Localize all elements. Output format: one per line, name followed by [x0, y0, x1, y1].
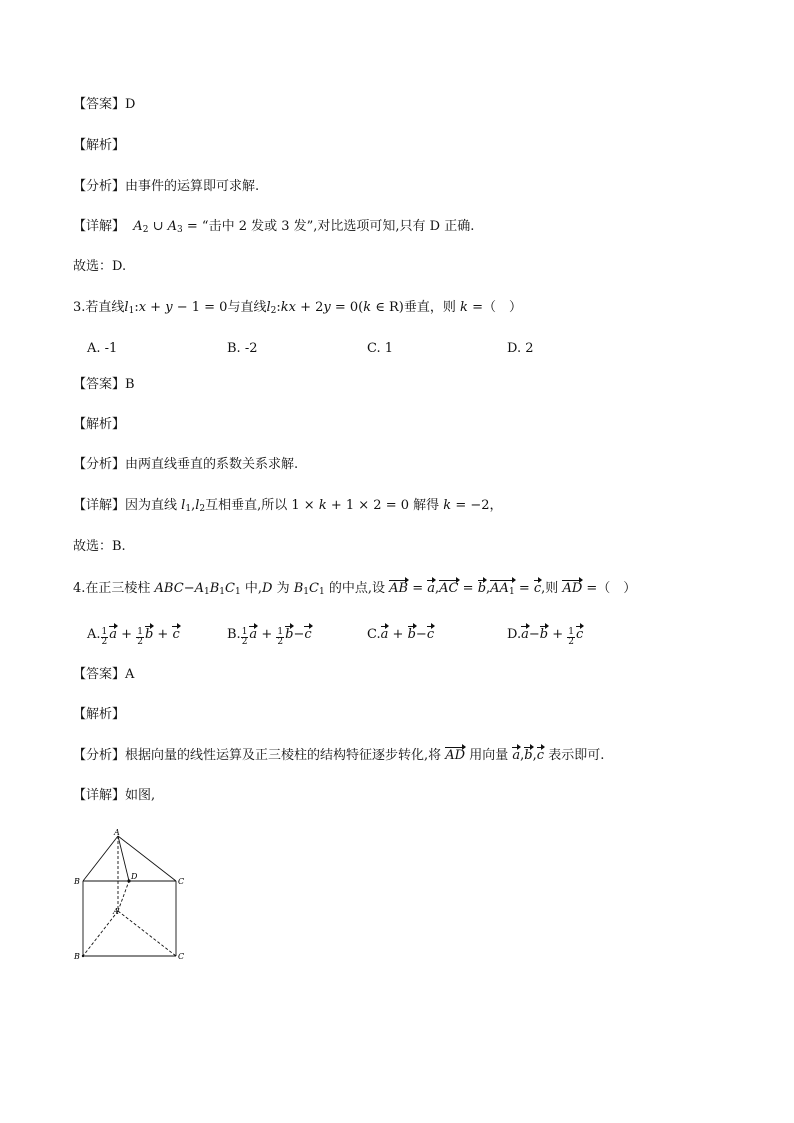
q3-detail-prefix: 【详解】因为直线: [73, 498, 178, 513]
q3-line1-formula: $l_1:x + y - 1 = 0$: [124, 300, 228, 316]
q4-stem-prefix: 4.在正三棱柱: [73, 581, 151, 596]
q3-option-a: A. -1: [87, 341, 118, 356]
q4-stem-mid1: 中,: [244, 581, 262, 596]
q3-stem: [73, 299, 522, 317]
q3-option-b: B. -2: [227, 341, 258, 356]
q3-answer: 【答案】B: [73, 377, 135, 392]
q2-answer: 【答案】D: [73, 97, 136, 112]
q4-segment: $B_1C_1$: [293, 581, 325, 597]
q4-stem-mid4: ,则: [541, 581, 559, 596]
q4-fenxi-vectors: a,b,c: [512, 748, 545, 763]
q3-detail-result: k = −2: [443, 498, 490, 513]
q4-point-d: D: [261, 581, 273, 596]
edge-hidden-left: [83, 911, 118, 956]
q4-option-d-expr: a−b + $\frac{1}{2}$ c: [521, 627, 584, 647]
label-bottom-right: C: [178, 952, 185, 961]
q4-option-b-expr: $\frac{1}{2}$ a + $\frac{1}{2}$ b−c: [241, 627, 312, 647]
q3-detail-lines: $l_1,l_2$: [181, 498, 206, 514]
label-right-mid: C: [178, 877, 185, 886]
q4-option-c-letter: C.: [367, 627, 381, 642]
q4-option-d: [507, 626, 583, 647]
label-left-mid: B: [74, 877, 80, 886]
q4-target: AD =: [562, 581, 598, 596]
q3-stem-mid1: 与直线: [227, 300, 267, 315]
q3-stem-prefix: 3.若直线: [73, 300, 125, 315]
point-b-dot: [82, 955, 84, 957]
q4-option-b-letter: B.: [227, 627, 241, 642]
q2-detail-formula: $A_2$ ∪ $A_3$ =: [129, 219, 198, 235]
q4-option-d-letter: D.: [507, 627, 522, 642]
q2-detail: [73, 218, 474, 236]
label-mid-point: D: [131, 872, 138, 881]
label-inner: A: [113, 907, 119, 916]
q4-option-c-expr: a + b−c: [380, 627, 435, 642]
q4-option-a: [87, 626, 180, 647]
q3-stem-end: （ ）: [482, 300, 522, 315]
q3-analysis-tag: 【解析】: [73, 417, 126, 432]
q3-detail: 【详解】因为直线 $l_1,l_2$互相垂直,所以 1 × k + 1 × 2 = 0 解得 k = −2，: [73, 498, 503, 514]
q3-fenxi: 【分析】由两直线垂直的系数关系求解.: [73, 457, 299, 472]
q3-detail-mid1: 互相垂直,所以: [205, 498, 288, 513]
q4-fenxi-vec-ad: AD: [445, 748, 466, 763]
edge-top-left: [83, 836, 118, 881]
q4-fenxi: [73, 747, 604, 765]
q4-stem: [73, 580, 636, 598]
q2-fenxi: 【分析】由事件的运算即可求解.: [73, 179, 260, 194]
q4-fenxi-mid: 用向量: [469, 748, 509, 763]
label-bottom-left: B: [74, 952, 80, 961]
q4-analysis-tag: 【解析】: [73, 707, 126, 722]
edge-hidden-a-d: [118, 881, 129, 911]
q3-line2-formula: $l_2:kx + 2y = 0(k$ ∈ R): [266, 300, 404, 316]
q3-detail-eq: 1 × k + 1 × 2 = 0: [291, 498, 409, 513]
q3-option-c: C. 1: [367, 341, 394, 356]
q4-detail: 【详解】如图,: [73, 788, 156, 803]
q3-stem-mid2: 垂直，则: [403, 300, 456, 315]
prism-figure: [70, 826, 195, 966]
q3-detail-mid2: 解得: [413, 498, 440, 513]
q2-analysis-tag: 【解析】: [73, 138, 126, 153]
q4-stem-end: （ ）: [597, 581, 637, 596]
q4-fenxi-end: 表示即可.: [548, 748, 605, 763]
label-top: A: [114, 828, 120, 837]
q4-option-a-expr: $\frac{1}{2}$ a + $\frac{1}{2}$ b + c: [101, 627, 180, 647]
q3-option-d: D. 2: [507, 341, 534, 356]
q2-final: 故选：D.: [73, 259, 127, 274]
q3-final: 故选：B.: [73, 539, 126, 554]
q4-prism-name: $ABC-A_1B_1C_1$: [154, 581, 241, 597]
q4-option-a-letter: A.: [87, 627, 101, 642]
q4-stem-mid3: 的中点,设: [328, 581, 385, 596]
edge-hidden-right: [118, 911, 176, 956]
q4-vector-defs: AB = $a,AC = b,AA_1 = c$: [389, 581, 542, 597]
q4-option-b: [227, 626, 312, 647]
q4-stem-mid2: 为: [276, 581, 290, 596]
q4-fenxi-prefix: 【分析】根据向量的线性运算及正三棱柱的结构特征逐步转化,将: [73, 748, 442, 763]
q2-detail-rest: “击中 2 发或 3 发”,对比选项可知,只有 D 正确.: [201, 219, 475, 234]
q4-option-c: [367, 626, 434, 644]
q2-detail-prefix: 【详解】: [73, 219, 126, 234]
q4-answer: 【答案】A: [73, 667, 135, 682]
q3-k-eq: k =: [460, 300, 483, 315]
edge-top-right: [118, 836, 176, 881]
